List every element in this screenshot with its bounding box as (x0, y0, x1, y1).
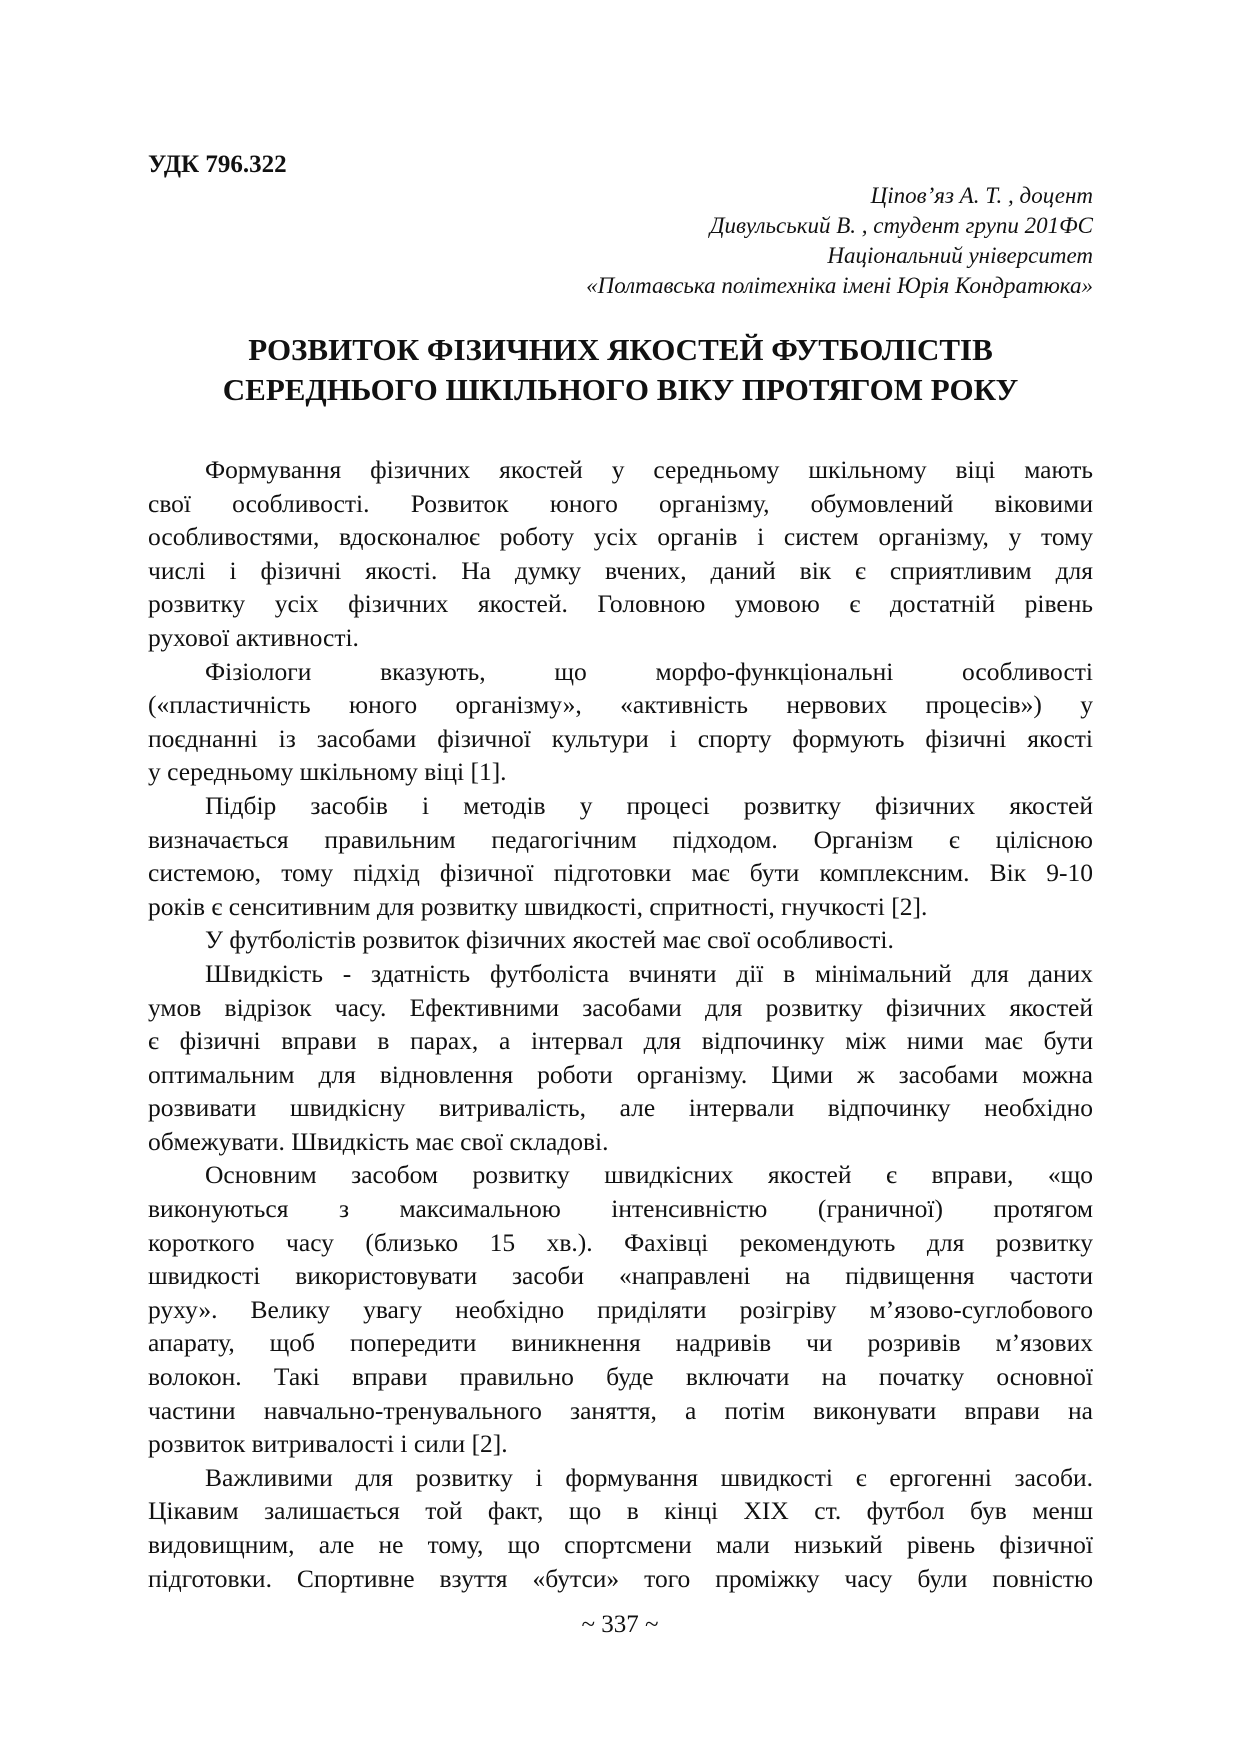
text-line: видовищним, але не тому, що спортсмени мали низький рівень фізичної (148, 1530, 1093, 1559)
affiliation: Національний університет (827, 243, 1093, 268)
text-line: («пластичність юного організму», «активність нервових процесів») у (148, 690, 1093, 720)
text-line: підготовки. Спортивне взуття «бутси» того проміжку часу були повністю (148, 1563, 1093, 1593)
text-line: рухової активності. (148, 622, 359, 652)
text-line: апарату, щоб попередити виникнення надривів чи розривів м’язових (148, 1328, 1093, 1358)
text-line: розвиток витривалості і сили [2]. (148, 1429, 508, 1459)
article-body (148, 453, 1093, 1595)
author-block (586, 181, 1093, 301)
text-line: свої особливості. Розвиток юного організму, обумовлений віковими (148, 488, 1093, 518)
paragraph (148, 453, 1093, 655)
text-line: числі і фізичні якості. На думку вчених, даний вік є сприятливим для (148, 555, 1093, 585)
text-line: Формування фізичних якостей у середньому шкільному віці мають (205, 455, 1093, 484)
paragraph (148, 655, 1093, 789)
text-line: обмежувати. Швидкість має свої складові. (148, 1126, 609, 1156)
paragraph (148, 1461, 1093, 1595)
text-line: поєднанні із засобами фізичної культури і спорту формують фізичні якості (148, 723, 1093, 753)
text-line: є фізичні вправи в парах, а інтервал для відпочинку між ними має бути (148, 1026, 1093, 1056)
title-line: СЕРЕДНЬОГО ШКІЛЬНОГО ВІКУ ПРОТЯГОМ РОКУ (222, 372, 1019, 407)
author-1: Ціпов’яз А. Т. , доцент (870, 183, 1093, 208)
text-line: виконуються з максимальною інтенсивністю (граничної) протягом (148, 1194, 1093, 1224)
title-line: РОЗВИТОК ФІЗИЧНИХ ЯКОСТЕЙ ФУТБОЛІСТІВ (248, 332, 993, 367)
udc-code: УДК 796.322 (148, 151, 287, 178)
text-line: волокон. Такі вправи правильно буде включати на початку основної (148, 1362, 1093, 1392)
text-line: розвитку усіх фізичних якостей. Головною умовою є достатній рівень (148, 589, 1093, 619)
text-line: У футболістів розвиток фізичних якостей має свої особливості. (205, 925, 894, 955)
text-line: системою, тому підхід фізичної підготовки має бути комплексним. Вік 9-10 (148, 858, 1093, 888)
page-number: ~ 337 ~ (581, 1611, 659, 1638)
text-line: Фізіологи вказують, що морфо-функціональні особливості (205, 656, 1093, 686)
text-line: розвивати швидкісну витривалість, але інтервали відпочинку необхідно (148, 1093, 1093, 1123)
text-line: Швидкість - здатність футболіста вчиняти дії в мінімальний для даних (205, 958, 1093, 988)
article-title (148, 330, 1093, 410)
text-line: руху». Велику увагу необхідно приділяти розігріву м’язово-суглобового (148, 1294, 1093, 1324)
text-line: Підбір засобів і методів у процесі розвитку фізичних якостей (205, 790, 1093, 820)
text-line: років є сенситивним для розвитку швидкості, спритності, гнучкості [2]. (148, 891, 928, 921)
paragraph (148, 957, 1093, 1159)
text-line: Важливими для розвитку і формування швидкості є ергогенні засоби. (205, 1462, 1093, 1492)
text-line: у середньому шкільному віці [1]. (148, 757, 507, 787)
text-line: швидкості використовувати засоби «направлені на підвищення частоти (148, 1261, 1093, 1291)
text-line: частини навчально-тренувального заняття, а потім виконувати вправи на (148, 1395, 1093, 1425)
text-line: визначається правильним педагогічним підходом. Організм є цілісною (148, 824, 1093, 854)
author-2: Дивульський В. , студент групи 201ФС (709, 213, 1093, 238)
text-line: оптимальним для відновлення роботи організму. Цими ж засобами можна (148, 1059, 1093, 1089)
text-line: короткого часу (близько 15 хв.). Фахівці рекомендують для розвитку (148, 1227, 1093, 1257)
paragraph (148, 923, 1093, 957)
text-line: особливостями, вдосконалює роботу усіх органів і систем організму, у тому (148, 522, 1093, 552)
text-line: умов відрізок часу. Ефективними засобами для розвитку фізичних якостей (148, 992, 1093, 1022)
paragraph (148, 789, 1093, 923)
affiliation-name: «Полтавська політехніка імені Юрія Кондратюка» (586, 273, 1093, 298)
text-line: Основним засобом розвитку швидкісних якостей є вправи, «що (205, 1160, 1093, 1190)
text-line: Цікавим залишається той факт, що в кінці XIX ст. футбол був менш (148, 1496, 1093, 1526)
paragraph (148, 1158, 1093, 1460)
